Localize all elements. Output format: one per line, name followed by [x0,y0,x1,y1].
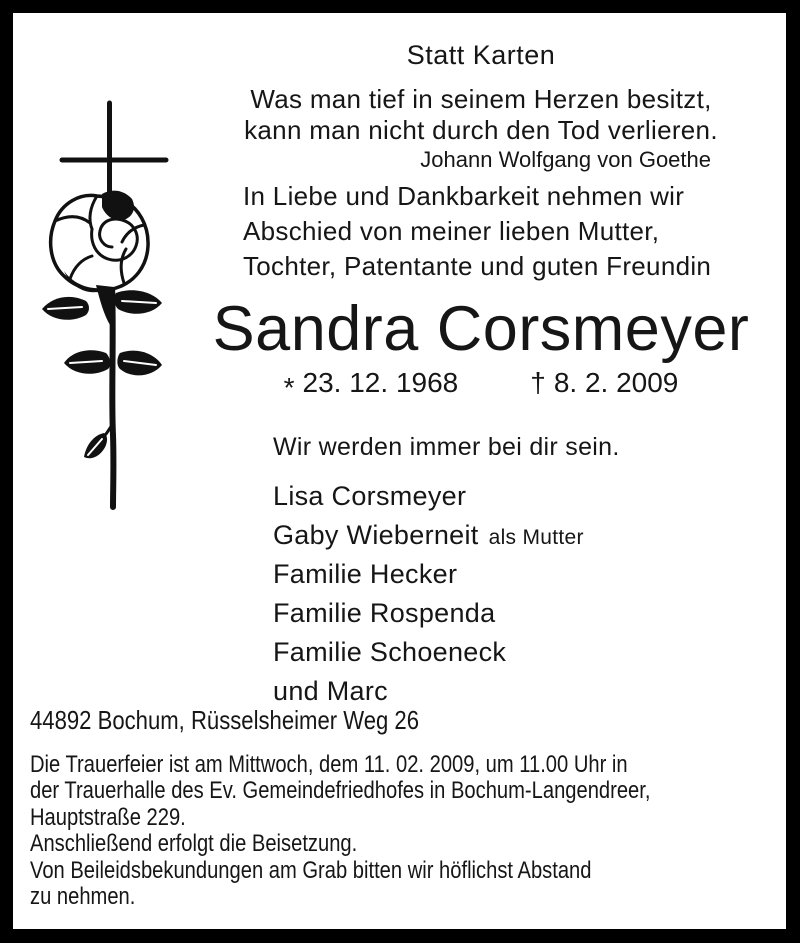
mourners-list [273,478,584,712]
quote-line: Was man tief in seinem Herzen besitzt, [250,84,712,114]
funeral-details [30,752,650,910]
intro-line: Abschied von meiner lieben Mutter, [243,216,660,246]
mourner-name: Familie Hecker [273,559,458,589]
mourner-name: und Marc [273,676,388,706]
death-date-value: 8. 2. 2009 [553,367,679,398]
funeral-details-line: der Trauerhalle des Ev. Gemeindefriedhofes in Bochum-Langendreer, [30,777,651,805]
funeral-details-line: Die Trauerfeier ist am Mittwoch, dem 11. 02. 2009, um 11.00 Uhr in [30,751,628,778]
quote-block [171,84,791,146]
funeral-details-line: Hauptstraße 229. [30,803,186,831]
mourner-suffix: als Mutter [488,526,584,549]
farewell-line: Wir werden immer bei dir sein. [273,433,620,461]
intro-block [243,179,711,284]
mourner-row [273,634,584,673]
mourner-row [273,517,584,556]
quote-attribution: Johann Wolfgang von Goethe [420,147,711,172]
death-cross-icon: † [530,367,546,398]
mourner-row [273,595,584,634]
mourner-name: Lisa Corsmeyer [273,481,467,511]
deceased-name: Sandra Corsmeyer [212,294,750,364]
funeral-details-line: zu nehmen. [30,883,136,911]
intro-line: In Liebe und Dankbarkeit nehmen wir [243,181,685,211]
mourner-name: Familie Rospenda [273,598,496,628]
funeral-details-line: Anschließend erfolgt die Beisetzung. [30,830,358,858]
mourner-name: Gaby Wieberneit [273,520,479,550]
birth-star-icon: * [283,372,295,404]
quote-line: kann man nicht durch den Tod verlieren. [244,115,718,145]
death-date [530,367,678,399]
life-dates [171,367,791,404]
mourner-name: Familie Schoeneck [273,637,507,667]
mourner-row [273,478,584,517]
birth-date [283,367,459,404]
birth-date-value: 23. 12. 1968 [302,367,459,398]
pre-header: Statt Karten [406,40,556,70]
mourner-row [273,556,584,595]
funeral-details-line: Von Beileidsbekundungen am Grab bitten wir höflichst Abstand [30,856,592,884]
address-line: 44892 Bochum, Rüsselsheimer Weg 26 [30,705,420,735]
intro-line: Tochter, Patentante und guten Freundin [243,251,712,281]
